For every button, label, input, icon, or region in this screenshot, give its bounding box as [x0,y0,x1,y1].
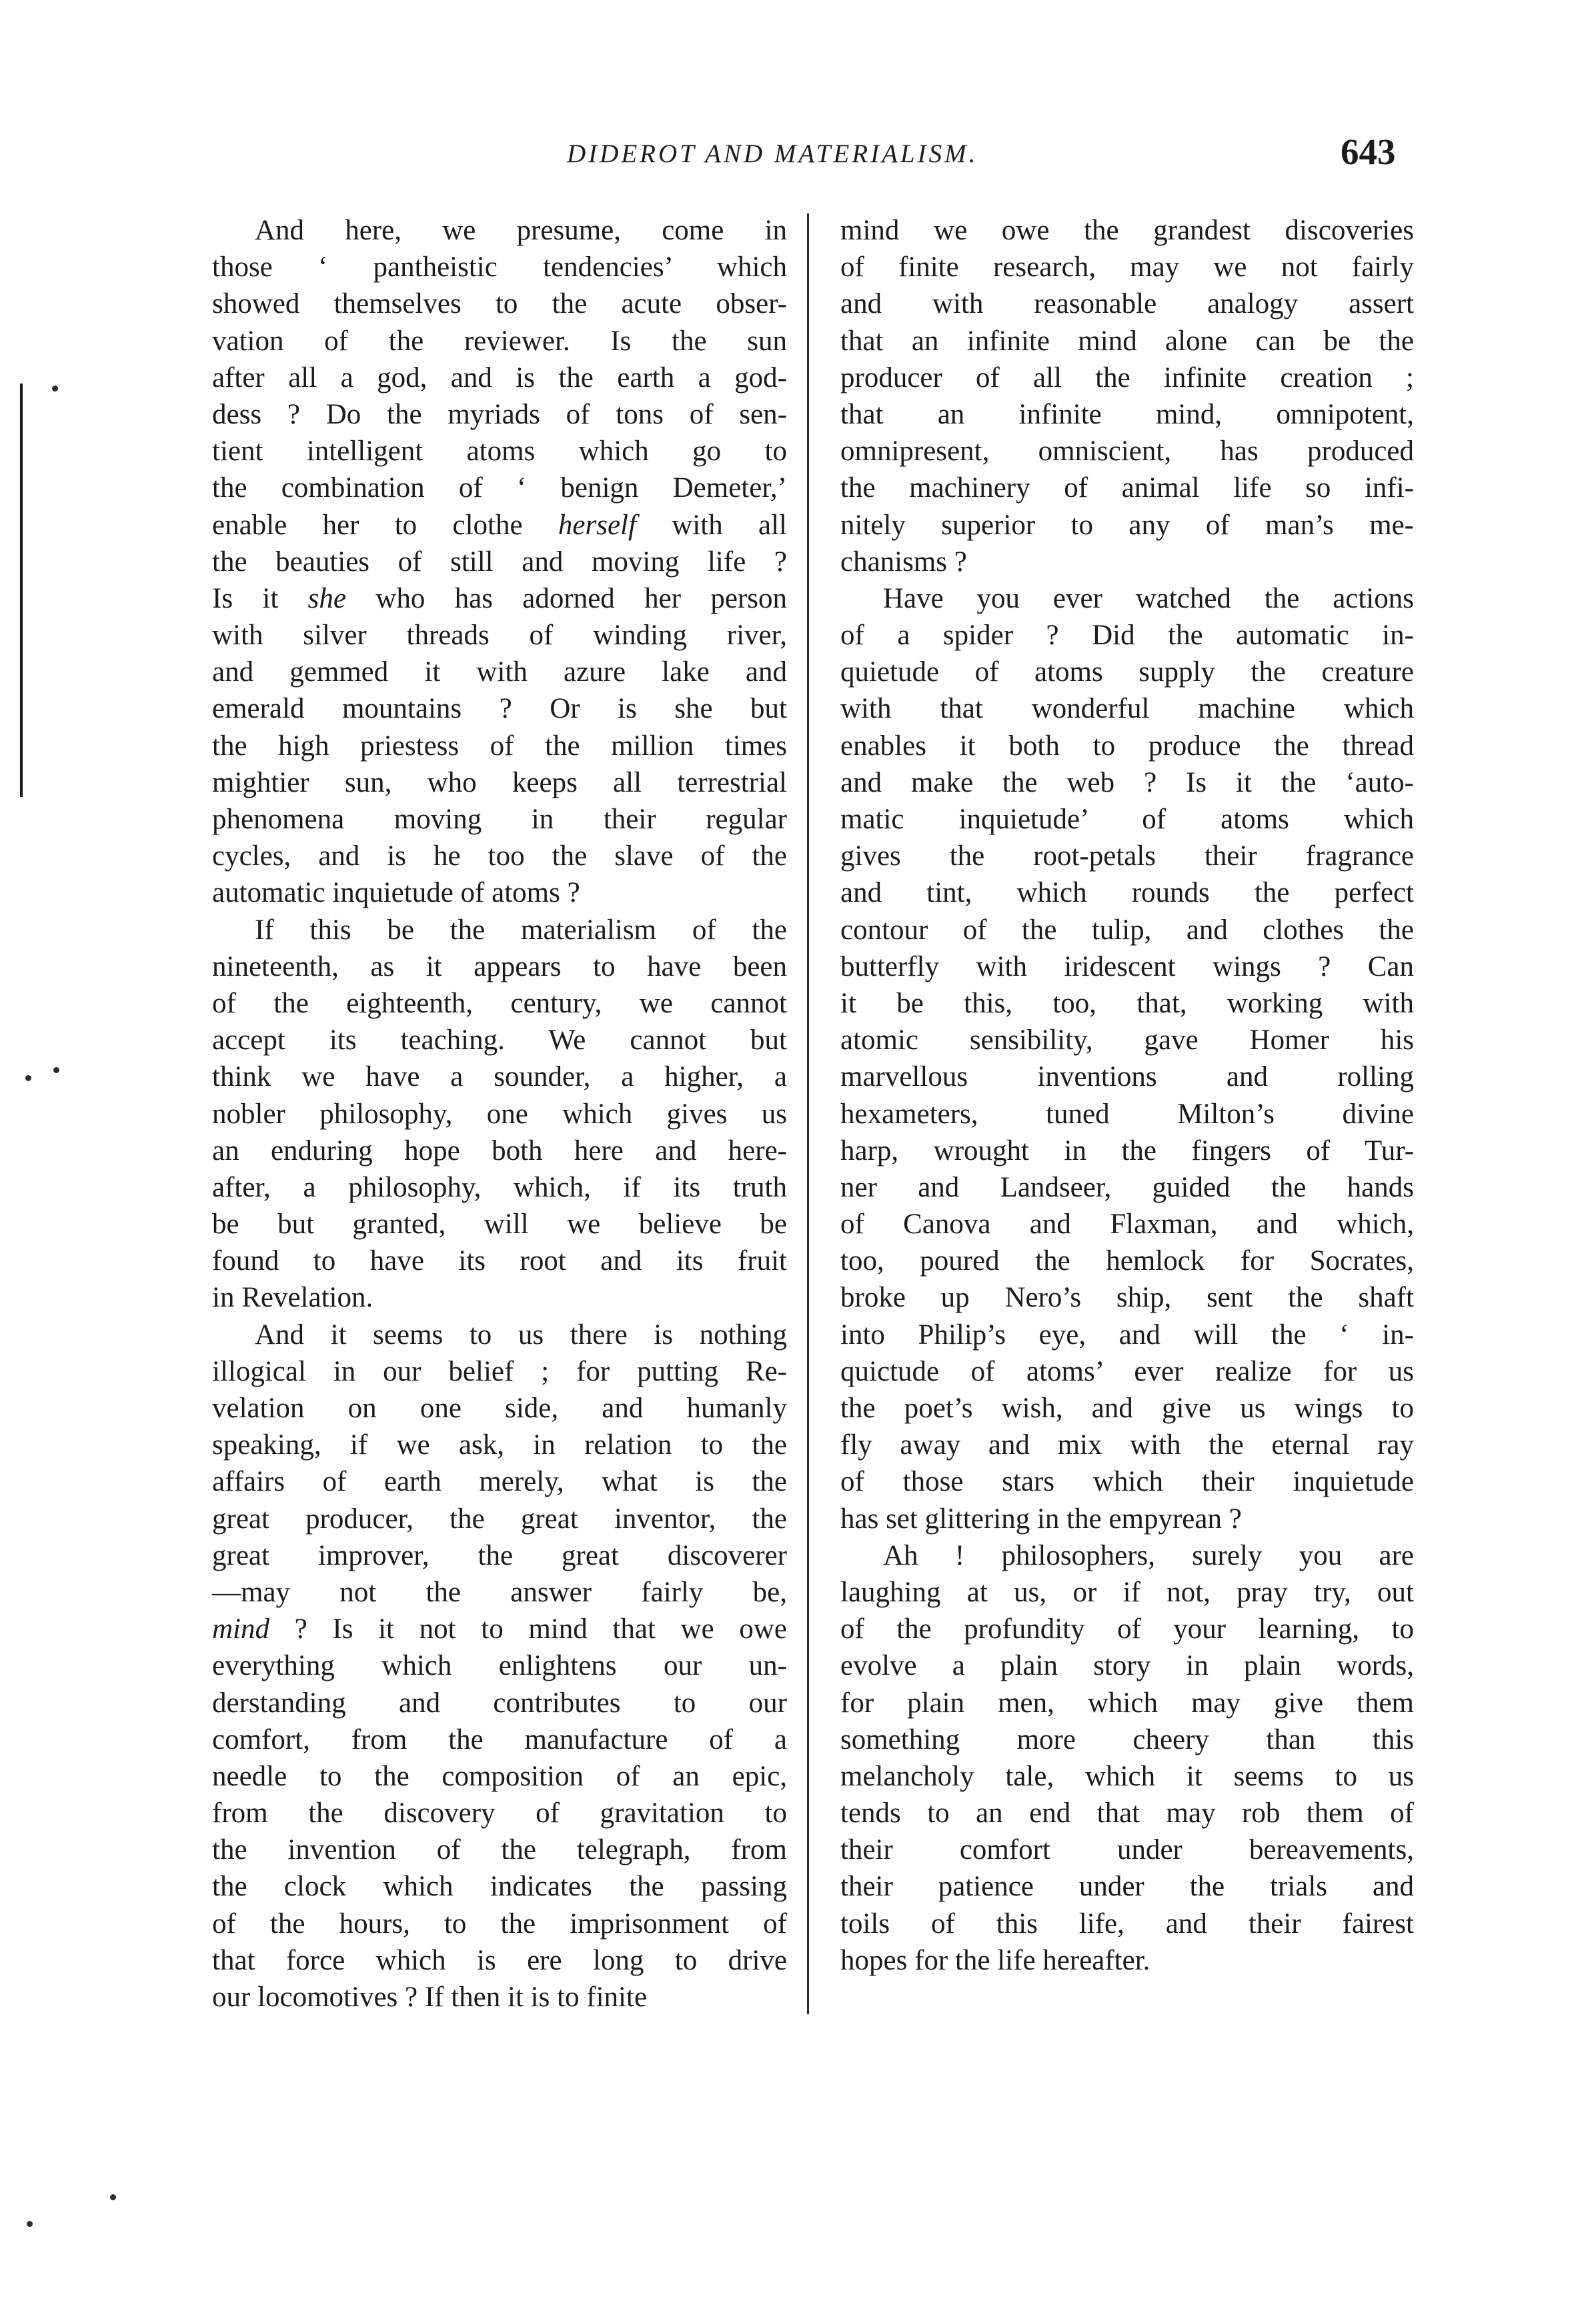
text-line: and make the web ? Is it the ‘auto- [840,766,1414,798]
text-line: mind ? Is it not to mind that we owe [212,1613,787,1645]
text-line: speaking, if we ask, in relation to the [212,1429,787,1461]
text-line: laughing at us, or if not, pray try, out [840,1576,1414,1608]
text-line: gives the root-petals their fragrance [840,840,1414,872]
text-line: dess ? Do the myriads of tons of sen- [212,398,787,430]
text-line: affairs of earth merely, what is the [212,1466,787,1498]
text-line: an enduring hope both here and here- [212,1134,787,1167]
column-rule [807,213,809,2014]
text-line: that an infinite mind, omnipotent, [840,398,1414,430]
text-line: butterfly with iridescent wings ? Can [840,950,1414,982]
text-line: And it seems to us there is nothing [255,1319,787,1351]
text-line: Have you ever watched the actions [883,582,1414,614]
text-line: illogical in our belief ; for putting Re- [212,1355,787,1387]
text-line: atomic sensibility, gave Homer his [840,1024,1414,1056]
text-line: found to have its root and its fruit [212,1245,787,1277]
text-line: the beauties of still and moving life ? [212,546,787,578]
text-line: and tint, which rounds the perfect [840,877,1414,909]
text-line: marvellous inventions and rolling [840,1061,1414,1093]
text-line: matic inquietude’ of atoms which [840,804,1414,835]
text-line: nineteenth, as it appears to have been [212,950,787,982]
text-line: something more cheery than this [840,1723,1414,1755]
text-line: nitely superior to any of man’s me- [840,509,1414,541]
text-line: comfort, from the manufacture of a [212,1723,787,1755]
text-line: too, poured the hemlock for Socrates, [840,1245,1414,1277]
text-line: the machinery of animal life so infi- [840,472,1414,504]
text-line: and with reasonable analogy assert [840,288,1414,320]
text-line: their patience under the trials and [840,1871,1414,1903]
text-line: think we have a sounder, a higher, a [212,1061,787,1093]
text-line: mind we owe the grandest discoveries [840,215,1414,246]
page-number: 643 [1341,131,1396,172]
text-line: hexameters, tuned Milton’s divine [840,1098,1414,1130]
text-line: quietude of atoms supply the creature [840,656,1414,688]
text-line: with silver threads of winding river, [212,620,787,652]
text-line: into Philip’s eye, and will the ‘ in- [840,1319,1414,1351]
text-line: evolve a plain story in plain words, [840,1650,1414,1682]
text-line: everything which enlightens our un- [212,1650,787,1682]
text-line: toils of this life, and their fairest [840,1907,1414,1940]
text-line: producer of all the infinite creation ; [840,361,1414,394]
text-line: tends to an end that may rob them of [840,1797,1414,1829]
text-line: mightier sun, who keeps all terrestrial [212,766,787,798]
running-title: DIDEROT AND MATERIALISM. [567,139,978,168]
text-line: emerald mountains ? Or is she but [212,693,787,725]
text-line: enable her to clothe herself with all [212,509,787,541]
text-line: be but granted, will we believe be [212,1209,787,1241]
margin-mark [110,2194,116,2200]
text-line: those ‘ pantheistic tendencies’ which [212,251,787,283]
text-line: after all a god, and is the earth a god- [212,361,787,394]
margin-pencil-line [20,383,23,797]
text-line: tient intelligent atoms which go to [212,436,787,468]
text-line: of finite research, may we not fairly [840,251,1414,283]
text-line: velation on one side, and humanly [212,1393,787,1424]
text-line: the poet’s wish, and give us wings to [840,1393,1414,1424]
text-line: —may not the answer fairly be, [212,1576,787,1608]
text-line: Is it she who has adorned her person [212,582,787,614]
text-line: our locomotives ? If then it is to finite [212,1982,648,2013]
text-line: with that wonderful machine which [840,693,1414,725]
text-line: hopes for the life hereafter. [840,1944,1150,1976]
text-line: from the discovery of gravitation to [212,1797,787,1829]
text-line: of a spider ? Did the automatic in- [840,620,1414,652]
text-line: after, a philosophy, which, if its truth [212,1171,787,1203]
text-line: of the eighteenth, century, we cannot [212,987,787,1019]
text-line: the high priestess of the million times [212,730,787,762]
text-line: great improver, the great discoverer [212,1539,787,1571]
text-line: of Canova and Flaxman, and which, [840,1209,1414,1241]
text-line: omnipresent, omniscient, has produced [840,436,1414,468]
text-line: and gemmed it with azure lake and [212,656,787,688]
text-line: And here, we presume, come in [255,215,787,246]
text-line: cycles, and is he too the slave of the [212,840,787,872]
text-line: harp, wrought in the fingers of Tur- [840,1134,1414,1167]
text-line: of the hours, to the imprisonment of [212,1907,787,1940]
text-line: of the profundity of your learning, to [840,1613,1414,1645]
left-column [212,212,787,2016]
text-line: vation of the reviewer. Is the sun [212,325,787,357]
text-line: If this be the materialism of the [255,914,787,946]
text-line: the clock which indicates the passing [212,1871,787,1903]
text-line: for plain men, which may give them [840,1687,1414,1719]
text-line: their comfort under bereavements, [840,1834,1414,1866]
text-line: the invention of the telegraph, from [212,1834,787,1866]
text-line: contour of the tulip, and clothes the [840,914,1414,946]
text-line: chanisms ? [840,546,967,578]
right-column [840,212,1414,1979]
text-line: melancholy tale, which it seems to us [840,1760,1414,1792]
text-line: has set glittering in the empyrean ? [840,1503,1242,1535]
text-line: enables it both to produce the thread [840,730,1414,762]
text-line: broke up Nero’s ship, sent the shaft [840,1282,1414,1314]
text-line: accept its teaching. We cannot but [212,1024,787,1056]
margin-mark [25,1075,31,1081]
text-line: Ah ! philosophers, surely you are [883,1539,1414,1571]
text-line: ner and Landseer, guided the hands [840,1171,1414,1203]
text-line: that an infinite mind alone can be the [840,325,1414,357]
text-line: the combination of ‘ benign Demeter,’ [212,472,787,504]
text-line: it be this, too, that, working with [840,987,1414,1019]
text-line: derstanding and contributes to our [212,1687,787,1719]
text-line: phenomena moving in their regular [212,804,787,835]
text-line: automatic inquietude of atoms ? [212,877,580,909]
text-line: nobler philosophy, one which gives us [212,1098,787,1130]
text-line: fly away and mix with the eternal ray [840,1429,1414,1461]
text-line: that force which is ere long to drive [212,1944,787,1976]
margin-mark [27,2221,33,2227]
text-line: needle to the composition of an epic, [212,1760,787,1792]
margin-mark [53,1067,59,1073]
text-line: in Revelation. [212,1282,373,1314]
margin-mark [52,386,58,392]
text-line: showed themselves to the acute obser- [212,288,787,320]
text-line: of those stars which their inquietude [840,1466,1414,1498]
text-line: great producer, the great inventor, the [212,1503,787,1535]
text-line: quictude of atoms’ ever realize for us [840,1355,1414,1387]
